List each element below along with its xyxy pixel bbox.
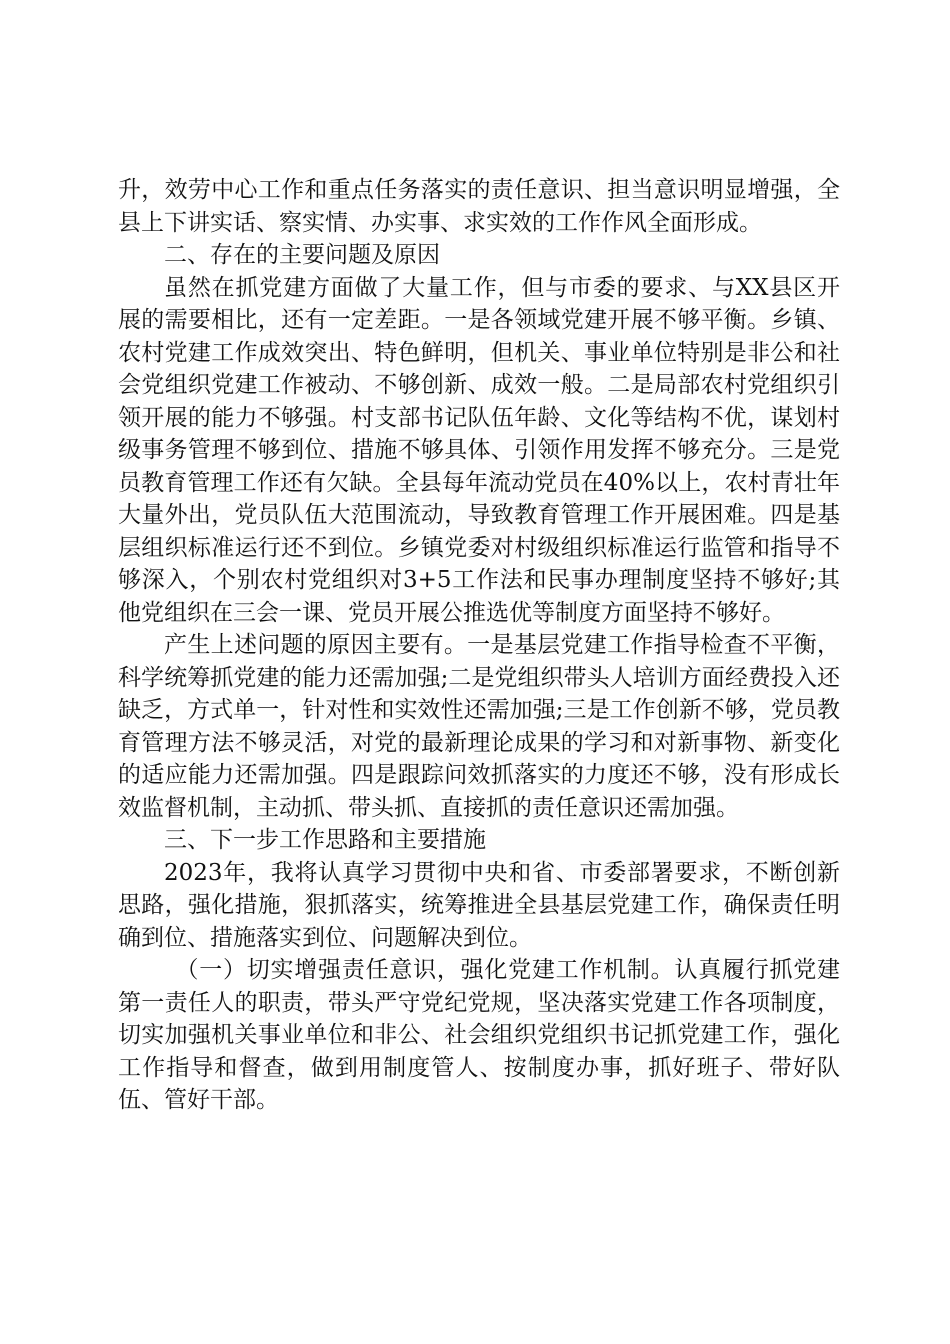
paragraph-continuation: 升，效劳中心工作和重点任务落实的责任意识、担当意识明显增强，全县上下讲实话、察实情、办实事、求实效的工作作风全面形成。 bbox=[118, 177, 840, 236]
section-heading-next-steps: 三、下一步工作思路和主要措施 bbox=[164, 827, 486, 853]
document-page bbox=[118, 174, 840, 1117]
paragraph-measure-one: （一）切实增强责任意识，强化党建工作机制。认真履行抓党建第一责任人的职责，带头严守党纪党规，坚决落实党建工作各项制度，切实加强机关事业单位和非公、社会组织党组织书记抓党建工作，强化工作指导和督查，做到用制度管人、按制度办事，抓好班子、带好队伍、管好干部。 bbox=[118, 957, 840, 1113]
paragraph-plan-2023: 2023年，我将认真学习贯彻中央和省、市委部署要求，不断创新思路，强化措施，狠抓落实，统筹推进全县基层党建工作，确保责任明确到位、措施落实到位、问题解决到位。 bbox=[118, 859, 840, 951]
paragraph-problems: 虽然在抓党建方面做了大量工作，但与市委的要求、与XX县区开展的需要相比，还有一定差距。一是各领域党建开展不够平衡。乡镇、农村党建工作成效突出、特色鲜明，但机关、事业单位特别是非公和社会党组织党建工作被动、不够创新、成效一般。二是局部农村党组织引领开展的能力不够强。村支部书记队伍年龄、文化等结构不优，谋划村级事务管理不够到位、措施不够具体、引领作用发挥不够充分。三是党员教育管理工作还有欠缺。全县每年流动党员在40%以上，农村青壮年大量外出，党员队伍大范围流动，导致教育管理工作开展困难。四是基层组织标准运行还不到位。乡镇党委对村级组织标准运行监管和指导不够深入，个别农村党组织对3+5工作法和民事办理制度坚持不够好;其他党组织在三会一课、党员开展公推选优等制度方面坚持不够好。 bbox=[118, 274, 840, 626]
paragraph-causes: 产生上述问题的原因主要有。一是基层党建工作指导检查不平衡，科学统筹抓党建的能力还需加强;二是党组织带头人培训方面经费投入还缺乏，方式单一，针对性和实效性还需加强;三是工作创新不够，党员教育管理方法不够灵活，对党的最新理论成果的学习和对新事物、新变化的适应能力还需加强。四是跟踪问效抓落实的力度还不够，没有形成长效监督机制，主动抓、带头抓、直接抓的责任意识还需加强。 bbox=[118, 632, 840, 821]
section-heading-problems: 二、存在的主要问题及原因 bbox=[164, 242, 440, 268]
